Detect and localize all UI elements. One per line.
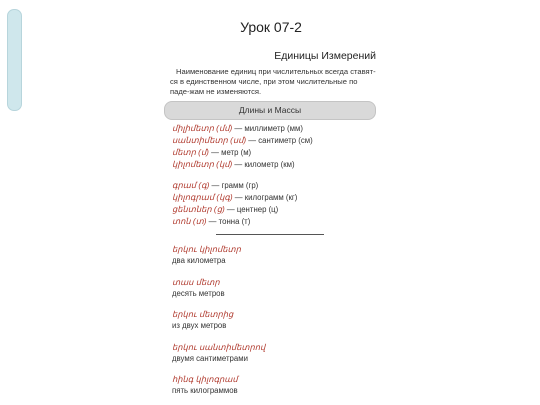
armenian-phrase: երկու սանտիմետրով [172,342,266,352]
list-item [172,215,297,227]
mass-units-list [172,179,297,227]
example-item [172,308,233,332]
intro-paragraph: Наименование единиц при числительных всегда ставят-ся в единственном числе, при этом числительные по паде-жам не изменяются. [170,67,376,96]
russian-translation: — грамм (гр) [209,181,259,190]
russian-translation: десять метров [172,289,225,298]
section-title: Единицы Измерений [274,50,376,62]
russian-translation: — килограмм (кг) [232,193,298,202]
side-panel-handle[interactable] [7,9,22,111]
russian-translation: — тонна (т) [206,217,251,226]
list-item [172,134,313,146]
list-item [172,191,297,203]
russian-translation: двумя сантиметрами [172,354,248,363]
example-item [172,243,241,267]
list-item [172,122,313,134]
list-item [172,158,313,170]
armenian-phrase: երկու մետրից [172,309,234,319]
armenian-term: կիլոգրամ (կգ) [172,192,233,202]
armenian-term: ցենտներ (ց) [172,204,225,214]
length-units-list [172,122,313,170]
list-item [172,179,297,191]
russian-translation: два километра [172,256,226,265]
lesson-title: Урок 07-2 [240,19,302,35]
armenian-term: միլիմետր (մմ) [172,123,233,133]
russian-translation: — центнер (ц) [224,205,279,214]
armenian-term: գրամ (գ) [172,180,210,190]
example-item [172,341,265,365]
russian-translation: — миллиметр (мм) [232,124,303,133]
russian-translation: пять килограммов [172,386,238,395]
russian-translation: — километр (км) [232,160,295,169]
russian-translation: из двух метров [172,321,227,330]
example-item [172,373,238,397]
russian-translation: — метр (м) [208,148,252,157]
example-item [172,276,225,300]
section-band: Длины и Массы [164,101,376,120]
armenian-phrase: տաս մետր [172,277,220,287]
armenian-term: կիլոմետր (կմ) [172,159,233,169]
list-item [172,146,313,158]
armenian-phrase: երկու կիլոմետր [172,244,241,254]
armenian-term: մետր (մ) [172,147,209,157]
armenian-term: սանտիմետր (սմ) [172,135,247,145]
list-item [172,203,297,215]
armenian-phrase: հինգ կիլոգրամ [172,374,238,384]
armenian-term: տոն (տ) [172,216,207,226]
divider [216,234,324,235]
russian-translation: — сантиметр (см) [246,136,313,145]
